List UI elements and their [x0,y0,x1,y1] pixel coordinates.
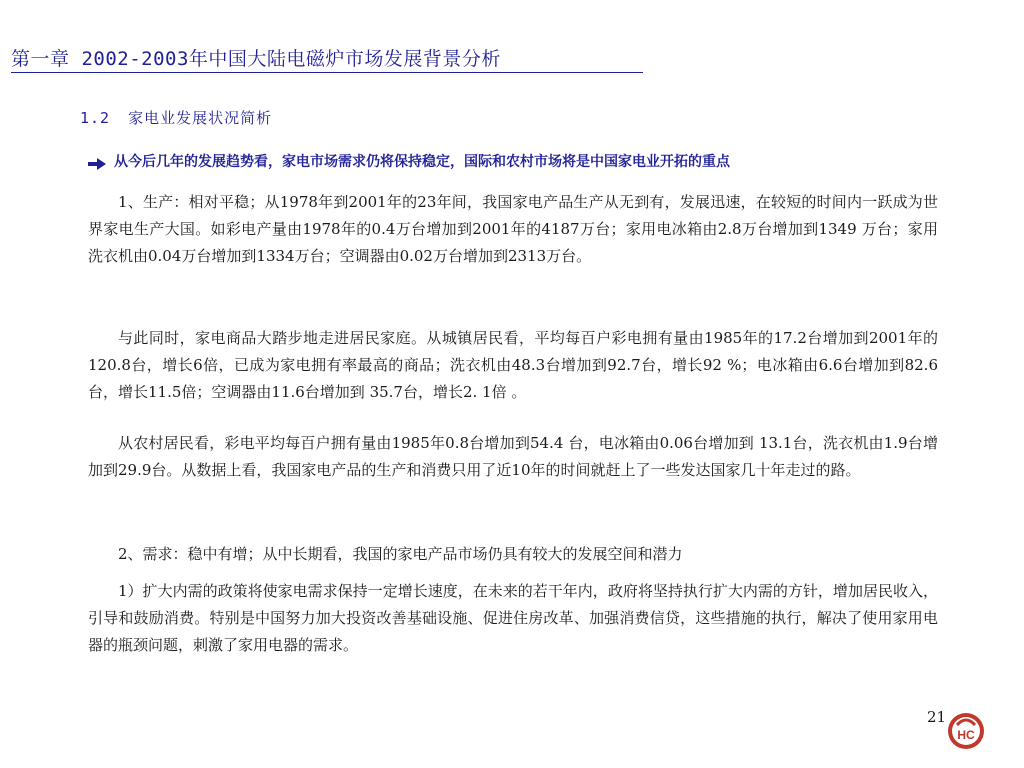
paragraph-rural-text: 从农村居民看，彩电平均每百户拥有量由1985年0.8台增加到54.4 台，电冰箱由0.06台增加到 13.1台，洗衣机由1.9台增加到29.9台。从数据上看，我国家电产品的生产和消费只用了近10年的时间就赶上了一些发达国家几十年走过的路。 [88,434,938,479]
paragraph-policy-text: 1）扩大内需的政策将使家电需求保持一定增长速度，在未来的若干年内，政府将坚持执行扩大内需的方针，增加居民收入，引导和鼓励消费。特别是中国努力加大投资改善基础设施、促进住房改革、加强消费信贷，这些措施的执行，解决了使用家用电器的瓶颈问题，刺激了家用电器的需求。 [88,582,938,654]
hc-logo-icon [946,711,986,751]
page-number: 21 [927,708,947,726]
key-point-text: 从今后几年的发展趋势看，家电市场需求仍将保持稳定，国际和农村市场将是中国家电业开拓的重点 [114,154,730,170]
paragraph-production-text: 1、生产：相对平稳；从1978年到2001年的23年间，我国家电产品生产从无到有，发展迅速，在较短的时间内一跃成为世界家电生产大国。如彩电产量由1978年的0.4万台增加到2001年的4187万台；家用电冰箱由2.8万台增加到1349 万台；家用洗衣机由0.04万台增加到1334万台；空调器由0.02万台增加到2313万台。 [88,193,938,265]
logo-text: HC [957,728,975,742]
key-point [88,150,938,174]
title-underline [11,72,643,73]
section-number: 1.2 [80,109,111,127]
paragraph-urban-text: 与此同时，家电商品大踏步地走进居民家庭。从城镇居民看，平均每百户彩电拥有量由1985年的17.2台增加到2001年的120.8台，增长6倍，已成为家电拥有率最高的商品；洗衣机由48.3台增加到92.7台，增长92 %；电冰箱由6.6台增加到82.6台，增长11.5倍；空调器由11.6台增加到 35.7台，增长2. 1倍 。 [88,329,938,401]
paragraph-demand-text: 2、需求：稳中有增；从中长期看，我国的家电产品市场仍具有较大的发展空间和潜力 [118,545,683,563]
paragraph-demand [88,541,938,568]
paragraph-urban [88,325,938,406]
section-heading [80,106,272,130]
paragraph-production [88,189,938,270]
paragraph-policy [88,578,938,659]
section-title: 家电业发展状况简析 [128,109,273,127]
paragraph-rural [88,430,938,484]
right-arrow-icon [88,154,106,166]
chapter-title: 第一章 2002-2003年中国大陆电磁炉市场发展背景分析 [11,48,501,70]
